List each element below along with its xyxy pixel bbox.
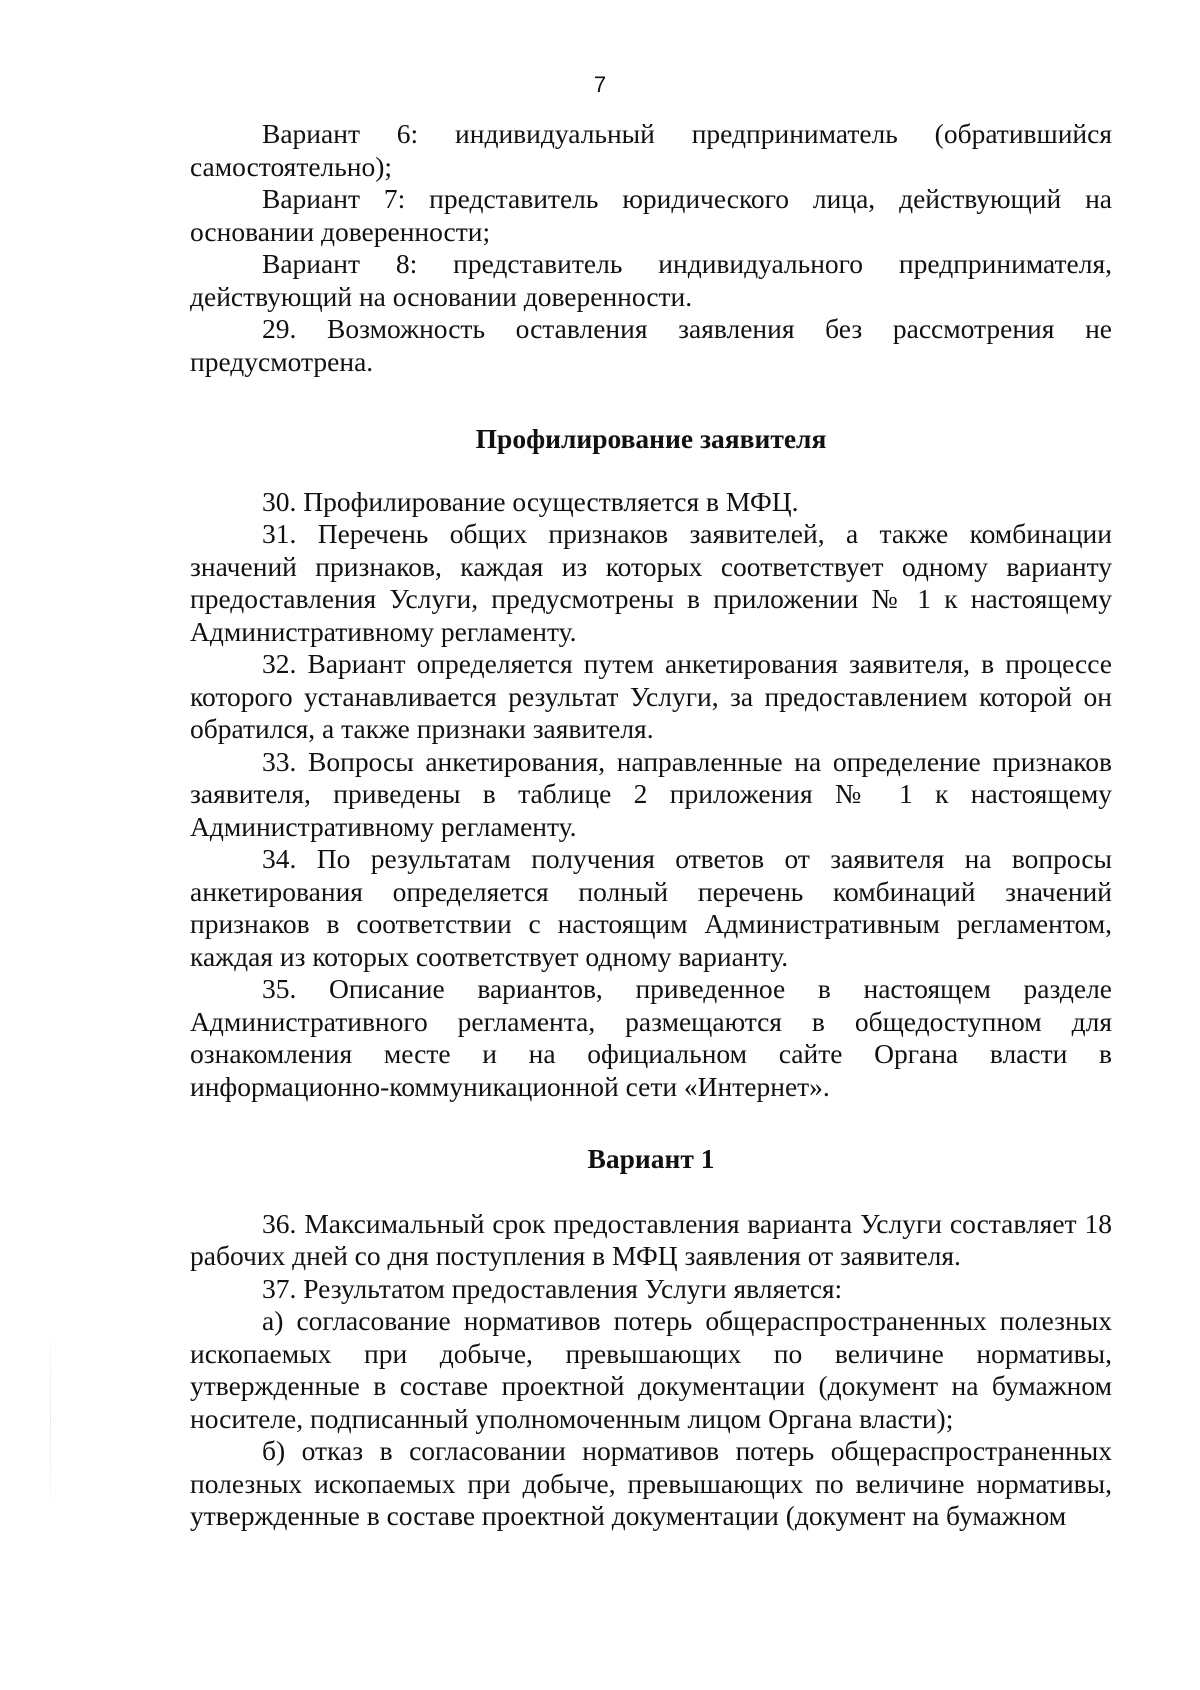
paragraph-variant-8: Вариант 8: представитель индивидуального предпринимателя, действующий на основании доверенности. [190, 248, 1112, 312]
paragraph-31: 31. Перечень общих признаков заявителей, а также комбинации значений признаков, каждая из которых соответствует одному варианту предоставления Услуги, предусмотрены в приложении № 1 к настоящему Административному регламенту. [190, 518, 1112, 647]
list-item-a: а) согласование нормативов потерь общераспространенных полезных ископаемых при добыче, превышающих по величине нормативы, утвержденные в составе проектной документации (документ на бумажном носителе, подписанный уполномоченным лицом Органа власти); [190, 1305, 1112, 1434]
paragraph-variant-6: Вариант 6: индивидуальный предприниматель (обратившийся самостоятельно); [190, 118, 1112, 182]
section-heading-profiling: Профилирование заявителя [475, 423, 827, 454]
paragraph-35: 35. Описание вариантов, приведенное в настоящем разделе Административного регламента, размещаются в общедоступном для ознакомления месте и на официальном сайте Органа власти в информационно-коммуникационной сети «Интернет». [190, 973, 1112, 1102]
spacer [190, 1176, 1112, 1208]
paragraph-33: 33. Вопросы анкетирования, направленные на определение признаков заявителя, приведены в таблице 2 приложения № 1 к настоящему Административному регламенту. [190, 745, 1112, 842]
section-heading-variant-1: Вариант 1 [587, 1143, 715, 1174]
paragraph-34: 34. По результатам получения ответов от заявителя на вопросы анкетирования определяется полный перечень комбинаций значений признаков в соответствии с настоящим Административным регламентом, каждая из которых соответствует одному варианту. [190, 843, 1112, 972]
paragraph-36: 36. Максимальный срок предоставления варианта Услуги составляет 18 рабочих дней со дня поступления в МФЦ заявления от заявителя. [190, 1207, 1112, 1271]
spacer [190, 1103, 1112, 1143]
paragraph-variant-7: Вариант 7: представитель юридического лица, действующий на основании доверенности; [190, 183, 1112, 247]
paragraph-29: 29. Возможность оставления заявления без рассмотрения не предусмотрена. [190, 313, 1112, 377]
paragraph-32: 32. Вариант определяется путем анкетирования заявителя, в процессе которого устанавливается результат Услуги, за предоставлением которой он обратился, а также признаки заявителя. [190, 648, 1112, 744]
spacer [190, 456, 1112, 486]
scan-margin-mark [50, 1320, 51, 1520]
page-number: 7 [593, 72, 607, 97]
list-item-b: б) отказ в согласовании нормативов потерь общераспространенных полезных ископаемых при добыче, превышающих по величине нормативы, утвержденные в составе проектной документации (документ на бумажном [190, 1435, 1112, 1531]
spacer [190, 378, 1112, 423]
paragraph-30: 30. Профилирование осуществляется в МФЦ. [262, 485, 799, 517]
document-body [190, 118, 1112, 1533]
paragraph-37: 37. Результатом предоставления Услуги является: [262, 1272, 843, 1304]
